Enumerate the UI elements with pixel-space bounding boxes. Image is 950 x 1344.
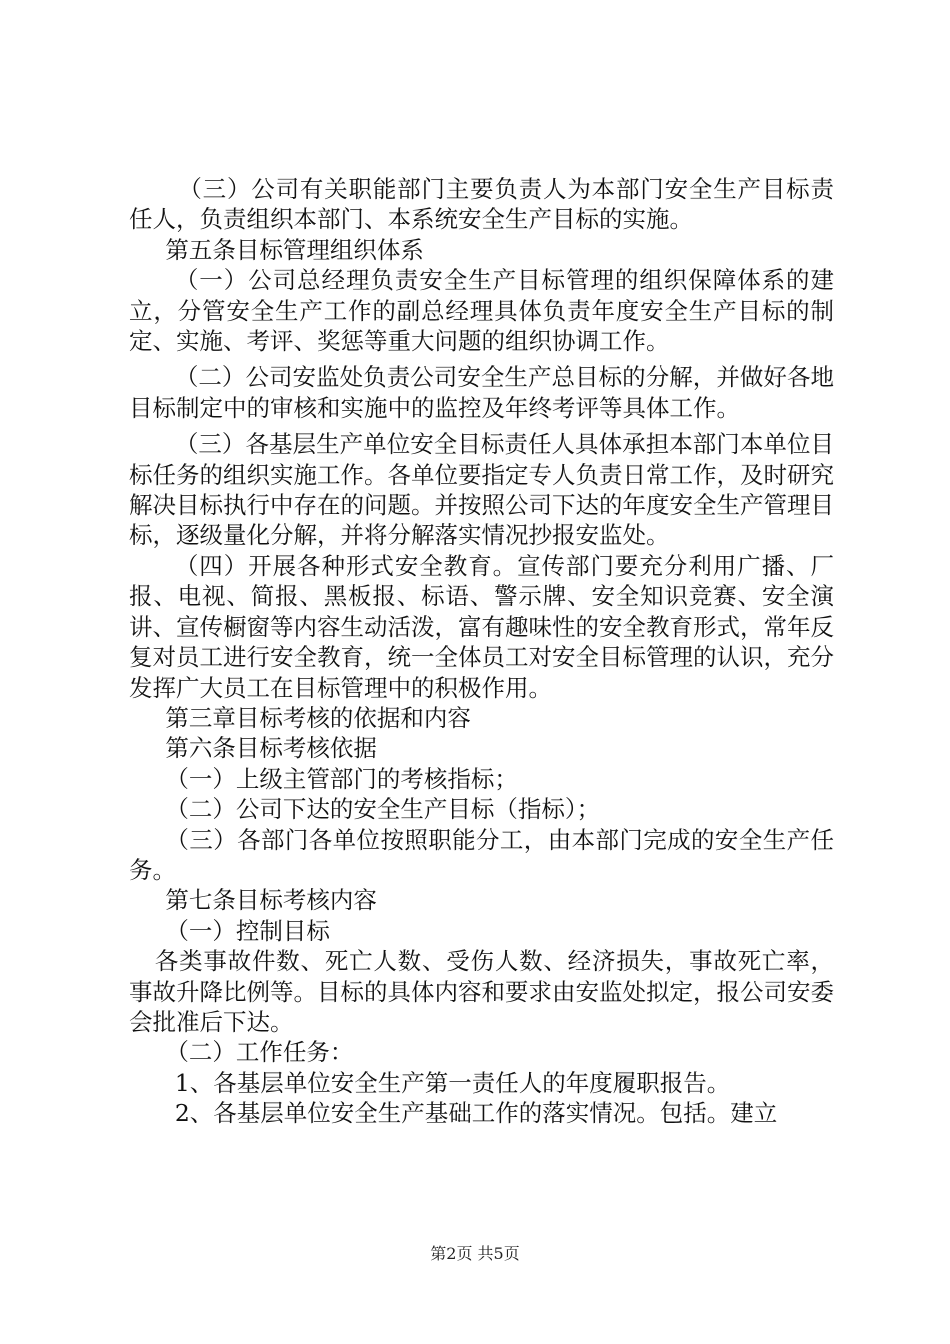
document-body bbox=[129, 174, 834, 1129]
paragraph-4: （二）公司安监处负责公司安全生产总目标的分解，并做好各地目标制定中的审核和实施中的监控及年终考评等具体工作。 bbox=[129, 363, 834, 422]
paragraph-14: 各类事故件数、死亡人数、受伤人数、经济损失，事故死亡率，事故升降比例等。目标的具体内容和要求由安监处拟定，报公司安委会批准后下达。 bbox=[129, 947, 834, 1036]
paragraph-10: （二）公司下达的安全生产目标（指标）； bbox=[165, 795, 601, 824]
paragraph-1: （三）公司有关职能部门主要负责人为本部门安全生产目标责任人，负责组织本部门、本系统安全生产目标的实施。 bbox=[129, 175, 834, 234]
paragraph-9: （一）上级主管部门的考核指标； bbox=[165, 764, 518, 793]
paragraph-11: （三）各部门各单位按照职能分工，由本部门完成的安全生产任务。 bbox=[129, 825, 834, 884]
paragraph-6: （四）开展各种形式安全教育。宣传部门要充分利用广播、厂报、电视、简报、黑板报、标语、警示牌、安全知识竞赛、安全演讲、宣传橱窗等内容生动活泼，富有趣味性的安全教育形式，常年反复对员工进行安全教育，统一全体员工对安全目标管理的认识，充分发挥广大员工在目标管理中的积极作用。 bbox=[129, 551, 834, 702]
paragraph-17: 2、各基层单位安全生产基础工作的落实情况。包括。建立 bbox=[174, 1099, 778, 1128]
paragraph-5: （三）各基层生产单位安全目标责任人具体承担本部门本单位目标任务的组织实施工作。各单位要指定专人负责日常工作，及时研究解决目标执行中存在的问题。并按照公司下达的年度安全生产管理目标，逐级量化分解，并将分解落实情况抄报安监处。 bbox=[129, 430, 834, 550]
paragraph-16: 1、各基层单位安全生产第一责任人的年度履职报告。 bbox=[174, 1068, 731, 1097]
paragraph-12: 第七条目标考核内容 bbox=[165, 886, 377, 915]
page-number-label: 第2页 共5页 bbox=[430, 1244, 520, 1263]
paragraph-15: （二）工作任务： bbox=[165, 1038, 354, 1067]
paragraph-8: 第六条目标考核依据 bbox=[165, 734, 377, 763]
paragraph-7: 第三章目标考核的依据和内容 bbox=[165, 703, 471, 732]
page-footer bbox=[0, 1241, 950, 1264]
paragraph-3: （一）公司总经理负责安全生产目标管理的组织保障体系的建立，分管安全生产工作的副总经理具体负责年度安全生产目标的制定、实施、考评、奖惩等重大问题的组织协调工作。 bbox=[129, 266, 834, 356]
paragraph-2: 第五条目标管理组织体系 bbox=[165, 235, 424, 264]
paragraph-13: （一）控制目标 bbox=[165, 916, 330, 945]
